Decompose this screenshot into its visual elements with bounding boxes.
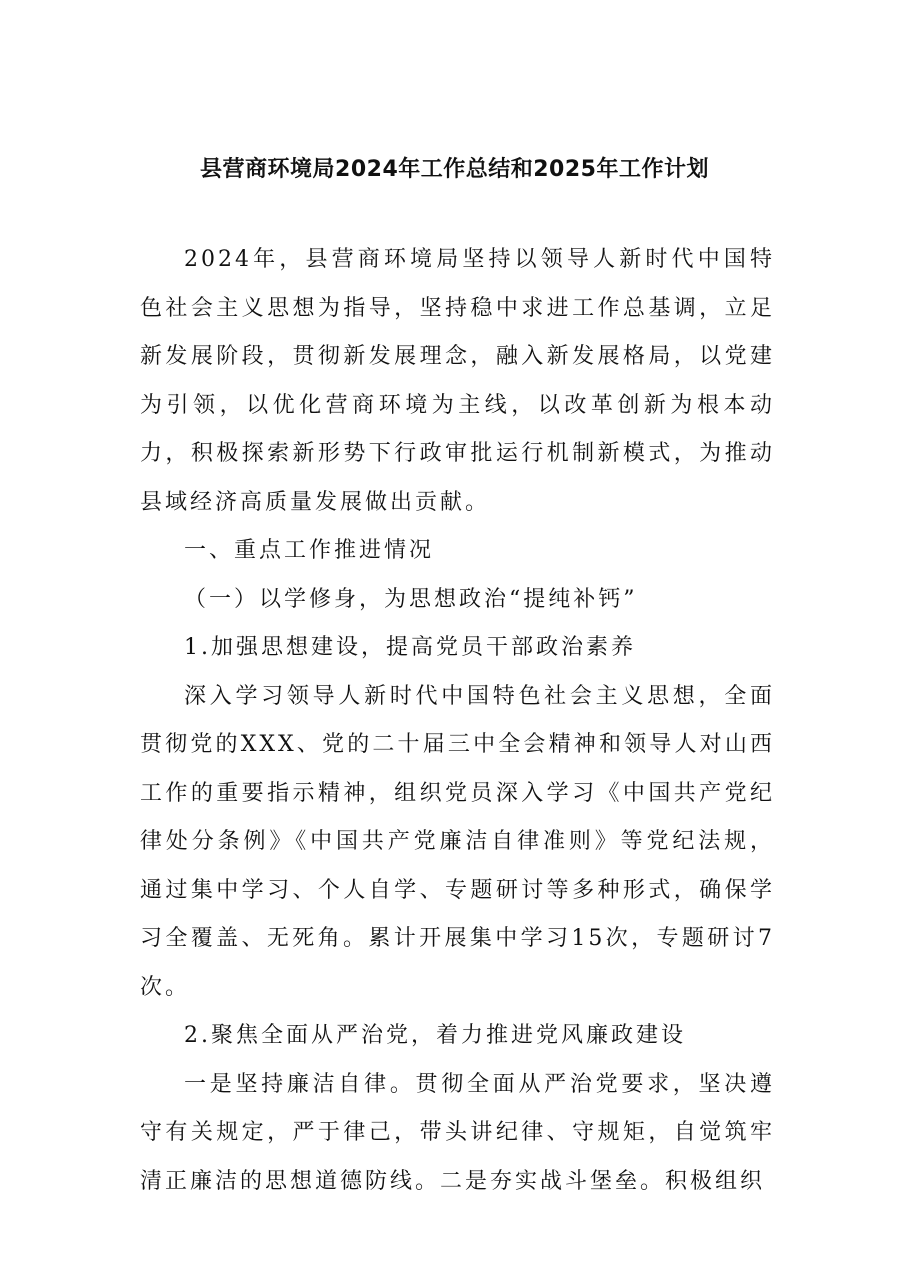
document-title: 县营商环境局2024年工作总结和2025年工作计划 — [200, 157, 709, 182]
item-heading-1: 1.加强思想建设，提高党员干部政治素养 — [184, 635, 636, 660]
item-paragraph-1: 深入学习领导人新时代中国特色社会主义思想，全面贯彻党的XXX、党的二十届三中全会精神和领导人对山西工作的重要指示精神，组织党员深入学习《中国共产党纪律处分条例》《中国共产党廉洁自律准则》等党纪法规，通过集中学习、个人自学、专题研讨等多种形式，确保学习全覆盖、无死角。累计开展集中学习15次，专题研讨7次。 — [140, 683, 775, 1000]
subsection-heading-1: （一）以学修身，为思想政治“提纯补钙” — [184, 586, 638, 612]
document-body — [140, 236, 775, 1206]
intro-paragraph: 2024年，县营商环境局坚持以领导人新时代中国特色社会主义思想为指导，坚持稳中求进工作总基调，立足新发展阶段，贯彻新发展理念，融入新发展格局，以党建为引领，以优化营商环境为主线，以改革创新为根本动力，积极探索新形势下行政审批运行机制新模式，为推动县域经济高质量发展做出贡献。 — [140, 247, 775, 515]
item-heading-2: 2.聚焦全面从严治党，着力推进党风廉政建设 — [184, 1023, 686, 1048]
item-paragraph-2: 一是坚持廉洁自律。贯彻全面从严治党要求，坚决遵守有关规定，严于律己，带头讲纪律、守规矩，自觉筑牢清正廉洁的思想道德防线。二是夯实战斗堡垒。积极组织 — [140, 1071, 775, 1194]
section-heading-1: 一、重点工作推进情况 — [184, 538, 435, 563]
